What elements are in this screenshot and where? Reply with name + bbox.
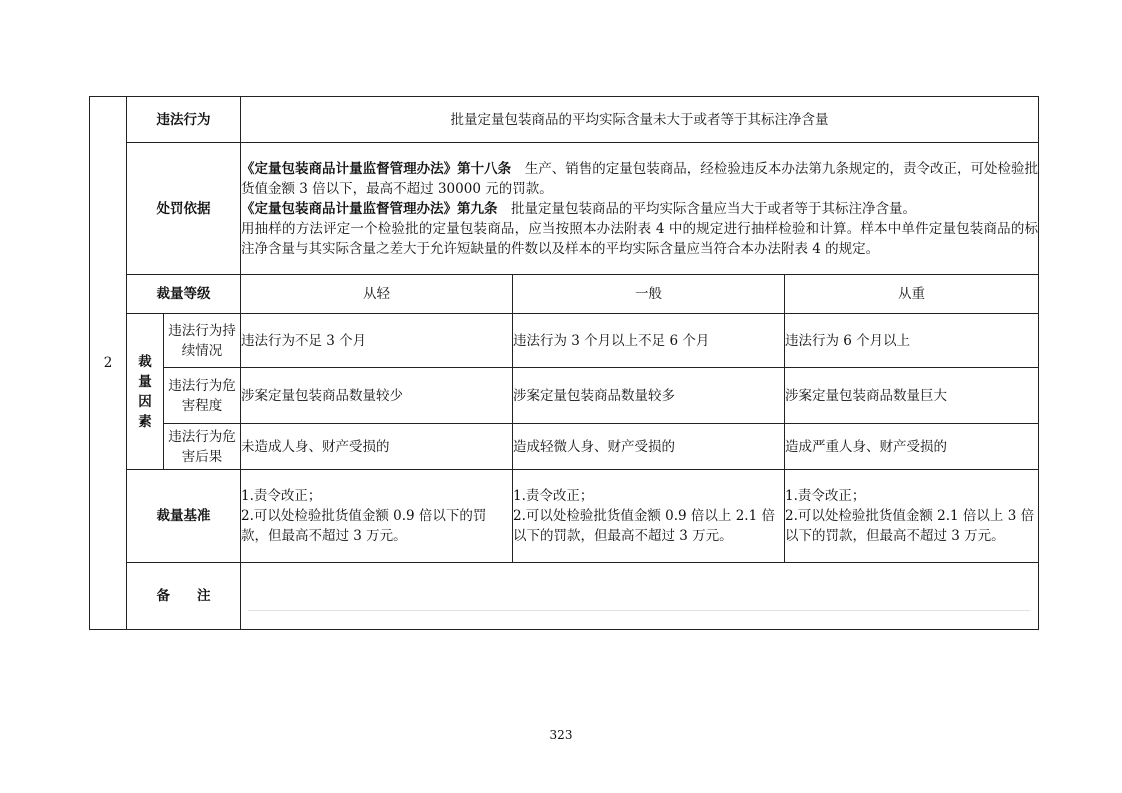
standard-light: 1.责令改正； 2.可以处检验批货值金额 0.9 倍以下的罚款，但最高不超过 3 万元。 [241,470,513,563]
remarks-underline [248,610,1030,611]
factor-value: 违法行为不足 3 个月 [241,314,513,368]
factor-value: 未造成人身、财产受损的 [241,424,513,470]
basis-article-18-title: 《定量包装商品计量监督管理办法》第十八条 [241,160,512,177]
grade-heavy: 从重 [785,275,1039,314]
factor-row [90,314,1039,368]
remarks-row [90,563,1039,630]
factor-value: 涉案定量包装商品数量较多 [513,368,785,424]
basis-label: 处罚依据 [127,143,241,275]
row-number: 2 [90,97,127,630]
factor-name: 违法行为危害后果 [164,424,241,470]
violation-row [90,97,1039,143]
basis-article-18-text: 生产、销售的定量包装商品，经检验违反本办法第九条规定的，责令改正，可处检验批货值金额 3 倍以下，最高不超过 30000 元的罚款。 [241,160,1039,197]
factor-value: 造成严重人身、财产受损的 [785,424,1039,470]
basis-article-9-text: 批量定量包装商品的平均实际含量应当大于或者等于其标注净含量。 [497,200,916,217]
factor-value: 造成轻微人身、财产受损的 [513,424,785,470]
grade-row [90,275,1039,314]
violation-label: 违法行为 [127,97,241,143]
basis-row [90,143,1039,275]
grade-label: 裁量等级 [127,275,241,314]
standard-label: 裁量基准 [127,470,241,563]
factor-name: 违法行为持续情况 [164,314,241,368]
factor-value: 涉案定量包装商品数量较少 [241,368,513,424]
factor-value: 违法行为 6 个月以上 [785,314,1039,368]
standard-normal: 1.责令改正； 2.可以处检验批货值金额 0.9 倍以上 2.1 倍以下的罚款，但最高不超过 3 万元。 [513,470,785,563]
standard-row [90,470,1039,563]
basis-article-9-title: 《定量包装商品计量监督管理办法》第九条 [241,200,498,217]
remarks-value [241,563,1039,630]
basis-paragraph-1 [241,159,1038,199]
grade-normal: 一般 [513,275,785,314]
violation-text: 批量定量包装商品的平均实际含量未大于或者等于其标注净含量 [241,97,1039,143]
factor-name: 违法行为危害程度 [164,368,241,424]
grade-light: 从轻 [241,275,513,314]
factor-row [90,424,1039,470]
basis-paragraph-2 [241,199,1038,219]
penalty-discretion-table [89,96,1039,630]
factor-row [90,368,1039,424]
basis-paragraph-3: 用抽样的方法评定一个检验批的定量包装商品，应当按照本办法附表 4 中的规定进行抽样检验和计算。样本中单件定量包装商品的标注净含量与其实际含量之差大于允许短缺量的件数以及样本的平均实际含量应当符合本办法附表 4 的规定。 [241,220,1039,257]
factor-value: 违法行为 3 个月以上不足 6 个月 [513,314,785,368]
factor-value: 涉案定量包装商品数量巨大 [785,368,1039,424]
factors-label: 裁 量 因 素 [127,314,164,470]
page-number: 323 [549,728,573,742]
basis-content [241,143,1039,275]
remarks-label: 备 注 [127,563,241,630]
standard-heavy: 1.责令改正； 2.可以处检验批货值金额 2.1 倍以上 3 倍以下的罚款，但最高不超过 3 万元。 [785,470,1039,563]
